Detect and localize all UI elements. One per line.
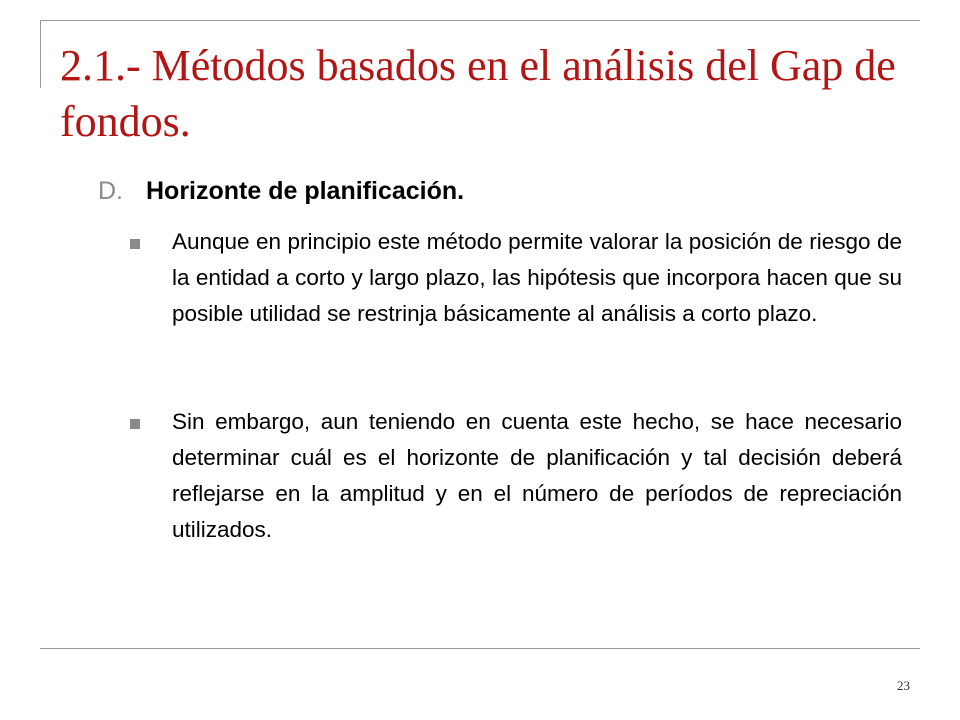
slide-title: 2.1.- Métodos basados en el análisis del Gap de fondos. [60, 41, 896, 146]
square-bullet-icon [130, 239, 140, 249]
bottom-rule [40, 648, 920, 649]
subheading-text: Horizonte de planificación. [146, 177, 465, 205]
left-accent-rule [40, 20, 41, 88]
square-bullet-icon [130, 419, 140, 429]
bullet-text-2: Sin embargo, aun teniendo en cuenta este hecho, se hace necesario determinar cuál es el horizonte de planificación y tal decisión deberá reflejarse en la amplitud y en el número de períodos de repreciación utilizados. [172, 409, 902, 542]
page-number: 23 [897, 678, 910, 693]
bullet-text-1: Aunque en principio este método permite valorar la posición de riesgo de la entidad a corto y largo plazo, las hipótesis que incorpora hacen que su posible utilidad se restrinja básicamente al análisis a corto plazo. [172, 229, 902, 326]
subheading-marker: D. [98, 177, 123, 205]
top-rule [40, 20, 920, 21]
